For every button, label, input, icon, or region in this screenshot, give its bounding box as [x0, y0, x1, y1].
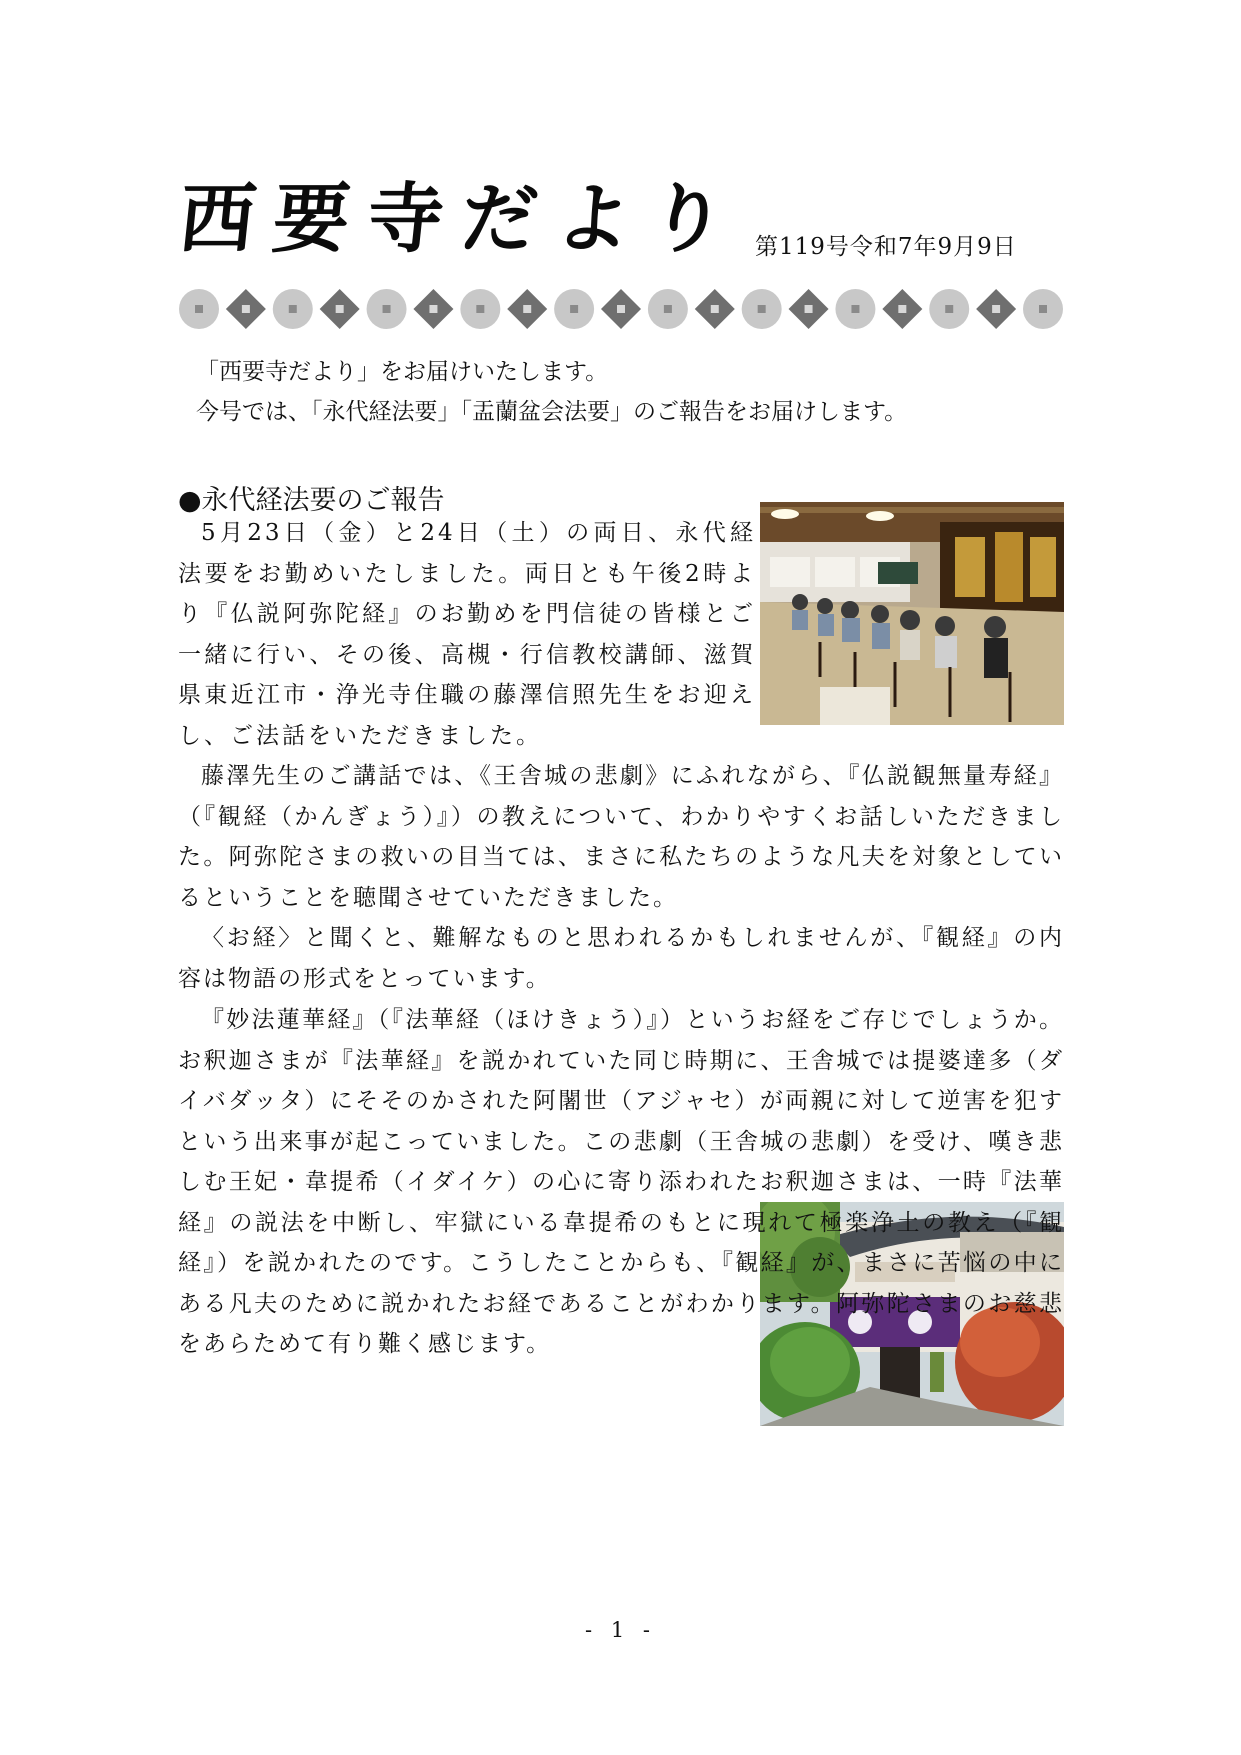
deco-center-dot	[383, 305, 391, 313]
deco-center-dot	[570, 305, 578, 313]
paragraph-4: 『妙法蓮華経』（『法華経（ほけきょう）』）というお経をご存じでしょうか。お釈迦さまが『法華経』を説かれていた同じ時期に、王舎城では提婆達多（ダイバダッタ）にそそのかされた阿闍世（アジャセ）が両親に対して逆害を犯すという出来事が起こっていました。この悲劇（王舎城の悲劇）を受け、嘆き悲しむ王妃・韋提希（イダイケ）の心に寄り添われたお釈迦さまは、一時『法華経』の説法を中断し、牢獄にいる韋提希のもとに現れて極楽浄土の教え（『観経』）を説かれたのです。こうしたことからも、『観経』が、まさに苦悩の中にある凡夫のために説かれたお経であることがわかります。阿弥陀さまのお慈悲をあらためて有り難く感じます。	[178, 1007, 1064, 1357]
paragraph-2: 藤澤先生のご講話では、《王舎城の悲劇》にふれながら、『仏説観無量寿経』（『観経（かんぎょう）』）の教えについて、わかりやすくお話しいただきました。阿弥陀さまの救いの目当ては、まさに私たちのような凡夫を対象としているということを聴聞させていただきました。	[178, 763, 1064, 911]
intro-line-2: 今号では、「永代経法要」「盂蘭盆会法要」のご報告をお届けします。	[196, 399, 908, 425]
deco-center-dot	[289, 305, 297, 313]
deco-center-dot	[242, 305, 250, 313]
newsletter-title: 西要寺だより	[174, 174, 749, 263]
deco-center-dot	[898, 305, 906, 313]
deco-center-dot	[758, 305, 766, 313]
deco-center-dot	[476, 305, 484, 313]
deco-center-dot	[851, 305, 859, 313]
decorative-border	[178, 288, 1064, 330]
deco-center-dot	[1039, 305, 1047, 313]
deco-center-dot	[429, 305, 437, 313]
deco-center-dot	[945, 305, 953, 313]
deco-center-dot	[664, 305, 672, 313]
intro	[196, 352, 1076, 432]
paragraph-3: 〈お経〉と聞くと、難解なものと思われるかもしれませんが、『観経』の内容は物語の形式をとっています。	[178, 925, 1064, 992]
deco-center-dot	[195, 305, 203, 313]
issue-date: 第119号令和7年9月9日	[755, 234, 1017, 260]
deco-center-dot	[336, 305, 344, 313]
paragraph-1: 5月23日（金）と24日（土）の両日、永代経法要をお勤めいたしました。両日とも午後2時より『仏説阿弥陀経』のお勤めを門信徒の皆様とご一緒に行い、その後、高槻・行信教校講師、滋賀県東近江市・浄光寺住職の藤澤信照先生をお迎えし、ご法話をいただきました。	[178, 520, 756, 749]
intro-line-1: 「西要寺だより」をお届けいたします。	[196, 359, 609, 385]
deco-center-dot	[992, 305, 1000, 313]
ceremony-photo	[760, 502, 1064, 725]
deco-center-dot	[711, 305, 719, 313]
deco-center-dot	[617, 305, 625, 313]
section-heading: ●永代経法要のご報告	[178, 485, 445, 516]
deco-center-dot	[523, 305, 531, 313]
deco-center-dot	[805, 305, 813, 313]
page-number: - 1 -	[585, 1618, 656, 1642]
